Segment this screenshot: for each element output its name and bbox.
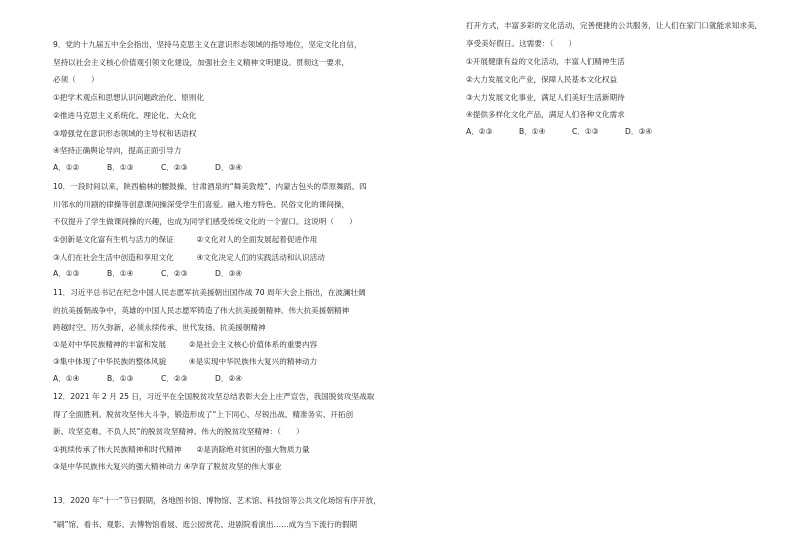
statement-line: ①开展健康有益的文化活动，丰富人们精神生活 bbox=[466, 57, 625, 66]
statement-line: ③是中华民族伟大复兴的强大精神动力 ④孕育了脱贫攻坚的伟大事业 bbox=[53, 462, 282, 471]
question-stem-line: 跨越时空、历久弥新，必须永续传承、世代发扬。抗美援朝精神 bbox=[53, 323, 266, 332]
option-b[interactable]: B．①③ bbox=[107, 374, 134, 383]
option-c[interactable]: C．②③ bbox=[161, 163, 188, 172]
question-stem-line: 12．2021 年 2 月 25 日，习近平在全国脱贫攻坚总结表彰大会上庄严宣告，我国脱贫攻坚战取 bbox=[53, 392, 375, 401]
option-d[interactable]: D．②④ bbox=[215, 374, 243, 383]
question-stem-line: 得了全面胜利。脱贫攻坚伟大斗争，锻造形成了“上下同心、尽锐出战、精准务实、开拓创 bbox=[53, 410, 354, 419]
statement-line: ②大力发展文化产业，保障人民基本文化权益 bbox=[466, 75, 618, 84]
option-b[interactable]: B．①④ bbox=[519, 127, 546, 136]
question-stem-line: “刷”馆、看书、观影、去博物馆看展、逛公园赏花、进剧院看演出……成为当下流行的假期 bbox=[53, 520, 358, 529]
answer-options bbox=[53, 374, 269, 384]
answer-options bbox=[53, 269, 269, 279]
option-a[interactable]: A．②③ bbox=[466, 127, 493, 136]
question-stem-line: 新、攻坚克难、不负人民”的脱贫攻坚精神。伟大的脱贫攻坚精神：（ ） bbox=[53, 427, 304, 436]
option-d[interactable]: D．③④ bbox=[215, 163, 243, 172]
question-stem-line: 打开方式，丰富多彩的文化活动，完善便捷的公共服务，让人们在家门口就能求知求美， bbox=[466, 21, 763, 30]
question-stem-line: 11．习近平总书记在纪念中国人民志愿军抗美援朝出国作战 70 周年大会上指出，在波澜壮阔 bbox=[53, 288, 366, 297]
answer-options bbox=[466, 127, 678, 137]
question-stem-line: 坚持以社会主义核心价值观引领文化建设，加强社会主义精神文明建设。贯彻这一要求， bbox=[53, 58, 350, 67]
question-stem-line: 9．党的十九届五中全会指出，坚持马克思主义在意识形态领域的指导地位，坚定文化自信， bbox=[53, 40, 362, 49]
question-stem-line: 的抗美援朝战争中，英雄的中国人民志愿军铸造了伟大抗美援朝精神。伟大抗美援朝精神 bbox=[53, 306, 350, 315]
option-c[interactable]: C．②③ bbox=[161, 374, 188, 383]
statement-line: ④坚持正确舆论导向，提高正面引导力 bbox=[53, 146, 182, 155]
option-c[interactable]: C．①③ bbox=[572, 127, 599, 136]
statement-line: ①挑续传承了伟大民族精神和时代精神 ②是消除绝对贫困的强大物质力量 bbox=[53, 445, 310, 454]
question-stem-line: 必须（ ） bbox=[53, 75, 99, 84]
question-stem-line: 川邻水的川剧的律操等创意课间操深受学生们喜爱。融入地方特色、民俗文化的课间操， bbox=[53, 200, 350, 209]
statement-line: ②推进马克思主义系统化、理论化、大众化 bbox=[53, 111, 197, 120]
option-a[interactable]: A．①② bbox=[53, 163, 80, 172]
question-stem-line: 13．2020 年“十一”节日假期，各地图书馆、博物馆、艺术馆、科技馆等公共文化场馆有序开放， bbox=[53, 496, 381, 505]
question-stem-line: 享受美好假日。这需要：（ ） bbox=[466, 39, 577, 48]
option-b[interactable]: B．①③ bbox=[107, 163, 134, 172]
question-stem-line: 不仅提升了学生做课间操的兴趣，也成为同学们感受传统文化的一个窗口。这说明（ ） bbox=[53, 217, 357, 226]
statement-line: ①把学术观点和思想认识问题政治化、原则化 bbox=[53, 93, 205, 102]
question-stem-line: 10．一段时间以来，陕西榆林的腰鼓操、甘肃酒泉的“舞美敦煌”、内蒙古包头的草原舞蹈、四 bbox=[53, 182, 367, 191]
statement-line: ①创新是文化富有生机与活力的保证 ②文化对人的全面发展起着促进作用 bbox=[53, 235, 318, 244]
statement-line: ③增强党在意识形态领域的主导权和话语权 bbox=[53, 129, 197, 138]
option-b[interactable]: B．①④ bbox=[107, 269, 134, 278]
statement-line: ③人们在社会生活中创造和享用文化 ④文化决定人们的实践活动和认识活动 bbox=[53, 253, 325, 262]
option-c[interactable]: C．②③ bbox=[161, 269, 188, 278]
option-d[interactable]: D．③④ bbox=[625, 127, 653, 136]
option-a[interactable]: A．①④ bbox=[53, 374, 80, 383]
statement-line: ①是对中华民族精神的丰富和发展 ②是社会主义核心价值体系的重要内容 bbox=[53, 340, 318, 349]
answer-options bbox=[53, 163, 269, 173]
option-d[interactable]: D．③④ bbox=[215, 269, 243, 278]
option-a[interactable]: A．①③ bbox=[53, 269, 80, 278]
statement-line: ③大力发展文化事业，满足人们美好生活新期待 bbox=[466, 93, 625, 102]
statement-line: ④提供多样化文化产品，满足人们各种文化需求 bbox=[466, 110, 625, 119]
statement-line: ③集中体现了中华民族的整体风貌 ④是实现中华民族伟大复兴的精神动力 bbox=[53, 357, 318, 366]
